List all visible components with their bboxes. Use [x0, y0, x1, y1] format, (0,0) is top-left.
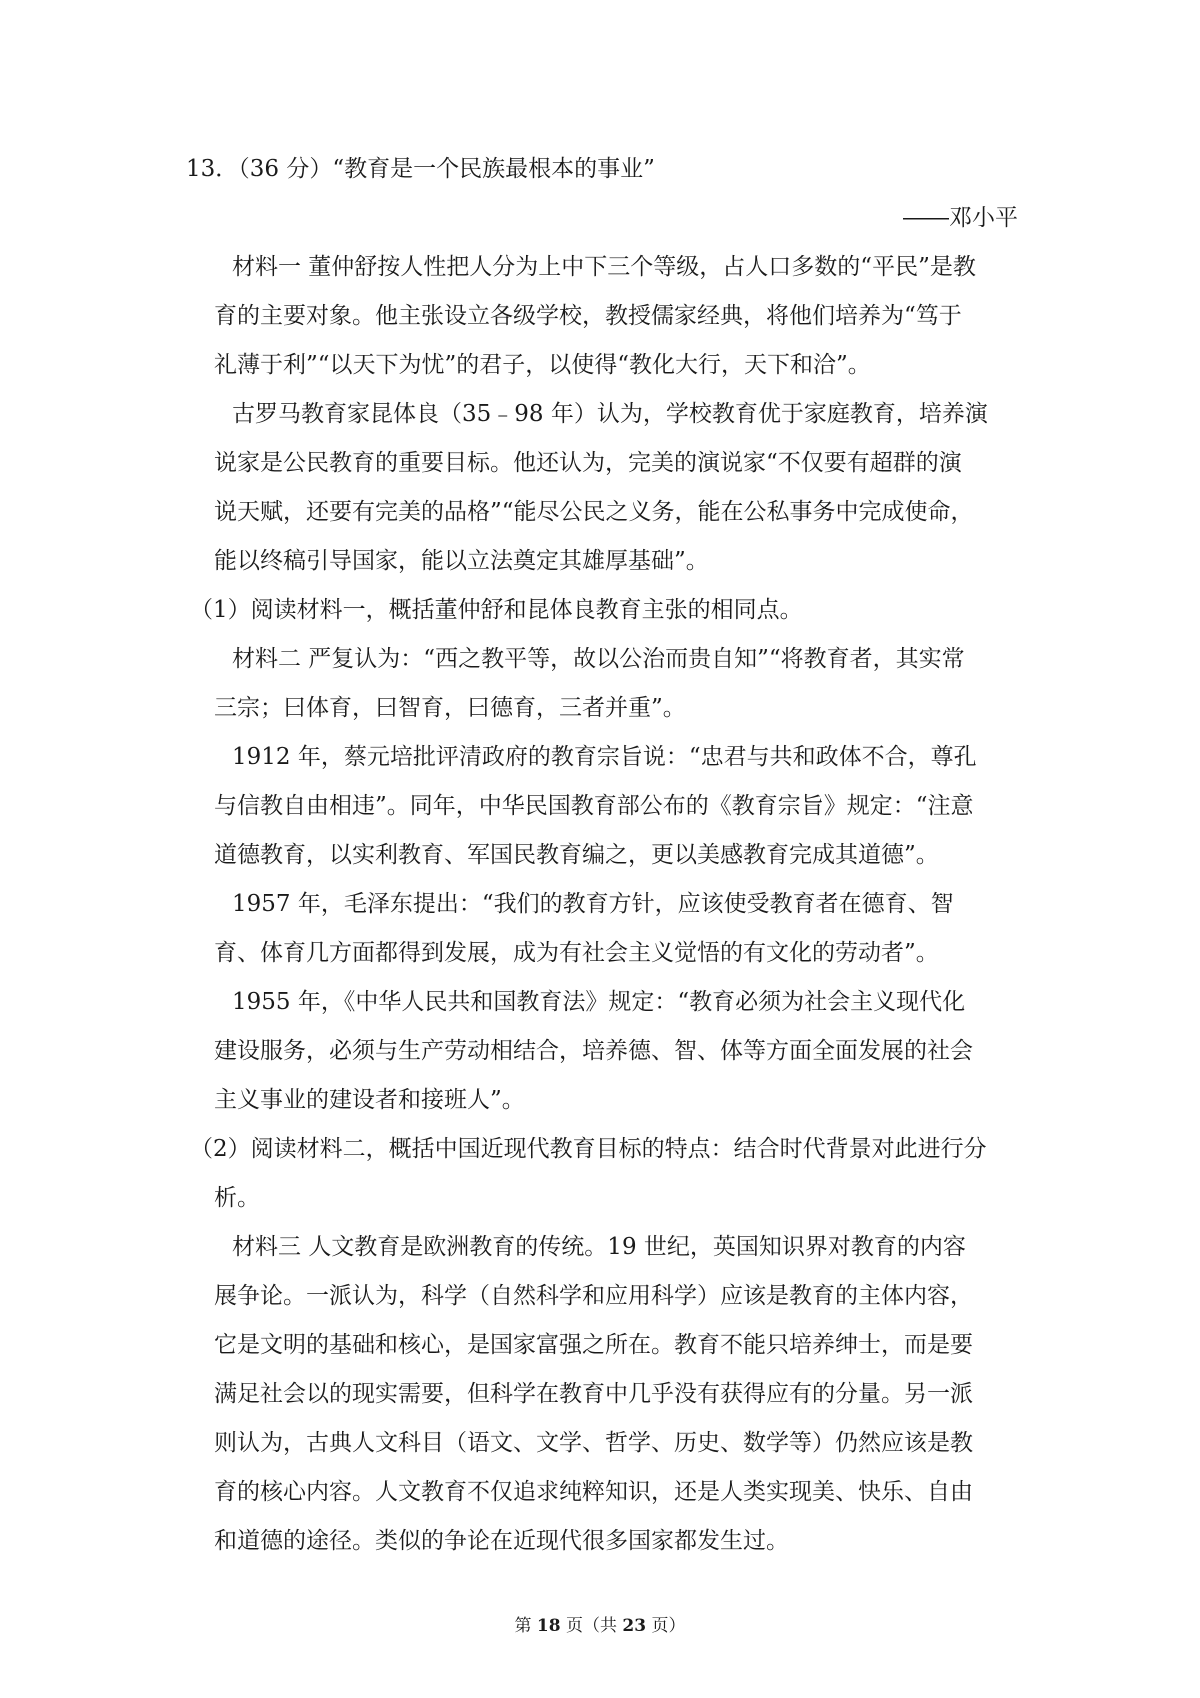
current-page-number: 18: [536, 1616, 561, 1636]
material1-para1-line: 礼薄于利”“以天下为忧”的君子，以使得“教化大行，天下和洽”。: [214, 352, 871, 378]
material2-para4-line: 主义事业的建设者和接班人”。: [214, 1087, 525, 1113]
material1-para2-line: 古罗马教育家昆体良（35﹣98 年）认为，学校教育优于家庭教育，培养演: [232, 401, 988, 427]
material2-para3-line: 育、体育几方面都得到发展，成为有社会主义觉悟的有文化的劳动者”。: [214, 940, 939, 966]
material2-para4-line: 1955 年，《中华人民共和国教育法》规定：“教育必须为社会主义现代化: [232, 989, 966, 1015]
material2-para2-line: 道德教育，以实利教育、军国民教育编之，更以美感教育完成其道德”。: [214, 842, 939, 868]
material2-para4-line: 建设服务，必须与生产劳动相结合，培养德、智、体等方面全面发展的社会: [214, 1038, 973, 1064]
material1-para1-line: 育的主要对象。他主张设立各级学校，教授儒家经典，将他们培养为“笃于: [214, 303, 962, 329]
material2-para3-line: 1957 年，毛泽东提出：“我们的教育方针，应该使受教育者在德育、智: [232, 891, 954, 917]
material2-para1-line: 材料二 严复认为：“西之教平等，故以公治而贵自知”“将教育者，其实常: [232, 646, 965, 672]
material3-line: 展争论。一派认为，科学（自然科学和应用科学）应该是教育的主体内容，: [214, 1283, 973, 1309]
material2-para2-line: 1912 年，蔡元培批评清政府的教育宗旨说：“忠君与共和政体不合，尊孔: [232, 744, 977, 770]
material1-para2-line: 说家是公民教育的重要目标。他还认为，完美的演说家“不仅要有超群的演: [214, 450, 962, 476]
material3-line: 材料三 人文教育是欧洲教育的传统。19 世纪，英国知识界对教育的内容: [232, 1234, 966, 1260]
material1-para2-line: 说天赋，还要有完美的品格”“能尽公民之义务，能在公私事务中完成使命，: [214, 499, 974, 525]
material3-line: 它是文明的基础和核心，是国家富强之所在。教育不能只培养绅士，而是要: [214, 1332, 973, 1358]
footer-suffix: 页）: [646, 1616, 686, 1636]
material3-line: 和道德的途径。类似的争论在近现代很多国家都发生过。: [214, 1528, 789, 1554]
material1-para1-line: 材料一 董仲舒按人性把人分为上中下三个等级，占人口多数的“平民”是教: [232, 254, 976, 280]
footer-middle: 页（共: [560, 1616, 623, 1636]
question-title: 13．（36 分）“教育是一个民族最根本的事业”: [186, 156, 655, 182]
material2-para1-line: 三宗；曰体育，曰智育，曰德育，三者并重”。: [214, 695, 686, 721]
question-attribution: ――邓小平: [903, 205, 1018, 231]
sub-question-1: （1）阅读材料一，概括董仲舒和昆体良教育主张的相同点。: [190, 597, 803, 623]
total-page-count: 23: [622, 1616, 647, 1636]
sub-question-2-line: （2）阅读材料二，概括中国近现代教育目标的特点：结合时代背景对此进行分: [190, 1136, 987, 1162]
material3-line: 育的核心内容。人文教育不仅追求纯粹知识，还是人类实现美、快乐、自由: [214, 1479, 973, 1505]
material3-line: 则认为，古典人文科目（语文、文学、哲学、历史、数学等）仍然应该是教: [214, 1430, 973, 1456]
page-footer: [0, 1615, 1200, 1637]
sub-question-2-line: 析。: [214, 1185, 260, 1211]
material2-para2-line: 与信教自由相违”。同年，中华民国教育部公布的《教育宗旨》规定：“注意: [214, 793, 974, 819]
material1-para2-line: 能以终稿引导国家，能以立法奠定其雄厚基础”。: [214, 548, 709, 574]
material3-line: 满足社会以的现实需要，但科学在教育中几乎没有获得应有的分量。另一派: [214, 1381, 973, 1407]
footer-prefix: 第: [514, 1616, 537, 1636]
